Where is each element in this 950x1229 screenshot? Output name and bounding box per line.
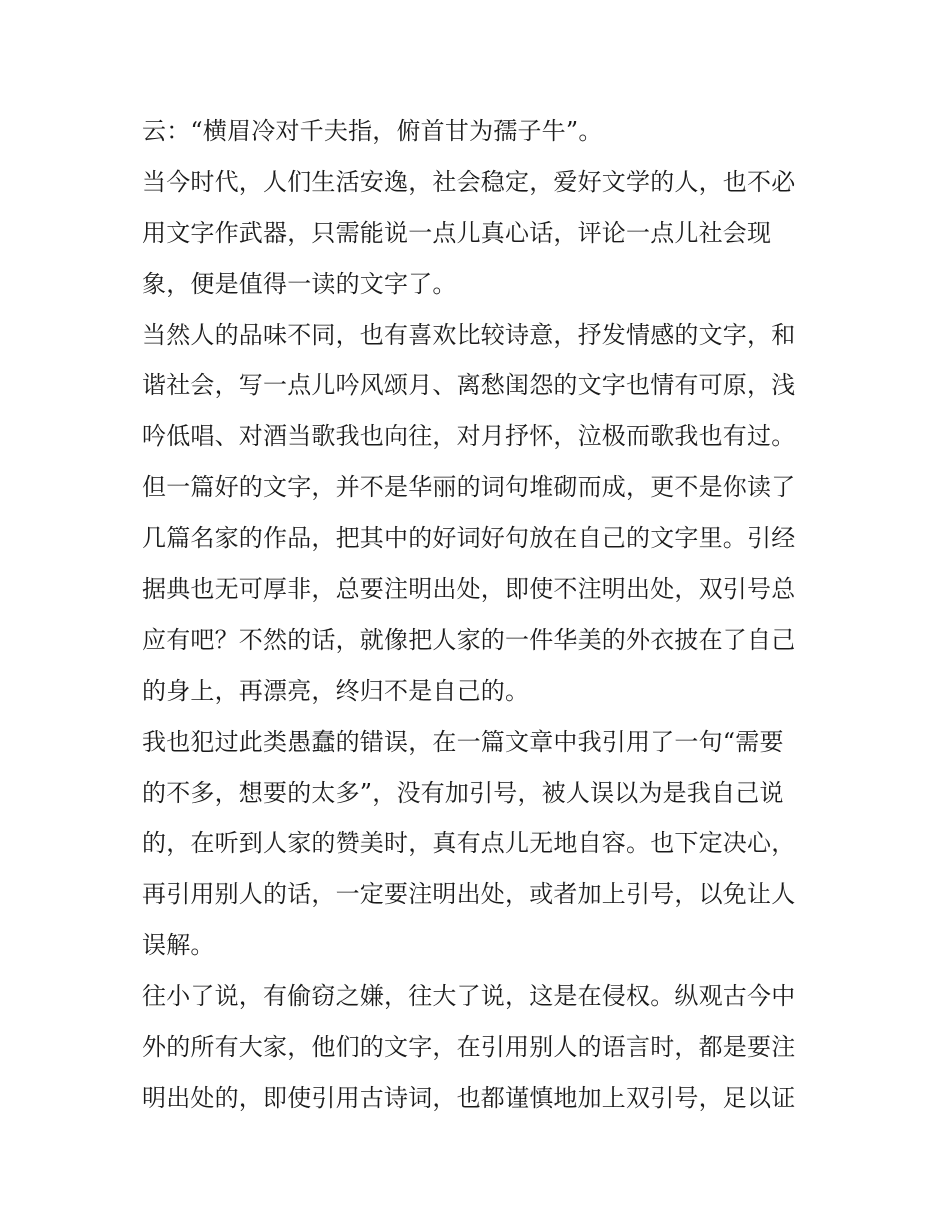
text-line: 再引用别人的话，一定要注明出处，或者加上引号，以免让人 <box>142 880 796 909</box>
text-line: 误解。 <box>142 931 215 960</box>
text-line: 当然人的品味不同，也有喜欢比较诗意，抒发情感的文字，和 <box>142 320 796 349</box>
text-line: 用文字作武器，只需能说一点儿真心话，评论一点儿社会现 <box>142 218 772 247</box>
text-line: 的身上，再漂亮，终归不是自己的。 <box>142 676 530 705</box>
body-text <box>142 106 814 1124</box>
text-line: 云：“横眉冷对千夫指，俯首甘为孺子牛”。 <box>142 117 603 145</box>
text-line: 应有吧？不然的话，就像把人家的一件华美的外衣披在了自己 <box>142 625 796 654</box>
text-line: 的，在听到人家的赞美时，真有点儿无地自容。也下定决心， <box>142 829 796 858</box>
text-line: 象，便是值得一读的文字了。 <box>142 269 457 298</box>
text-line: 明出处的，即使引用古诗词，也都谨慎地加上双引号，足以证 <box>142 1083 796 1112</box>
text-line: 外的所有大家，他们的文字，在引用别人的语言时，都是要注 <box>142 1033 796 1062</box>
text-line: 当今时代，人们生活安逸，社会稳定，爱好文学的人，也不必 <box>142 167 796 196</box>
text-line: 的不多，想要的太多”，没有加引号，被人误以为是我自己说 <box>142 778 784 807</box>
text-line: 吟低唱、对酒当歌我也向往，对月抒怀，泣极而歌我也有过。 <box>142 422 796 451</box>
text-line: 据典也无可厚非，总要注明出处，即使不注明出处，双引号总 <box>142 575 796 604</box>
text-line: 往小了说，有偷窃之嫌，往大了说，这是在侵权。纵观古今中 <box>142 982 796 1011</box>
text-line: 但一篇好的文字，并不是华丽的词句堆砌而成，更不是你读了 <box>142 473 796 502</box>
text-line: 几篇名家的作品，把其中的好词好句放在自己的文字里。引经 <box>142 524 796 553</box>
text-line: 我也犯过此类愚蠢的错误，在一篇文章中我引用了一句“需要 <box>142 727 784 756</box>
text-line: 谐社会，写一点儿吟风颂月、离愁闺怨的文字也情有可原，浅 <box>142 371 796 400</box>
